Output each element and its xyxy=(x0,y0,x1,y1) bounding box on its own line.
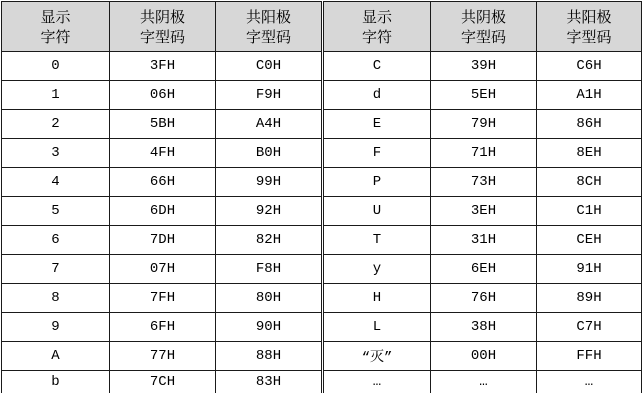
header-common-anode-line1: 共阳极 xyxy=(566,7,612,26)
anode-code-left-cell: B0H xyxy=(216,139,323,168)
header-display-char-line2: 字符 xyxy=(361,27,392,46)
display-char-left-cell: 3 xyxy=(2,139,110,168)
display-char-right-cell: “灭” xyxy=(323,342,431,371)
anode-code-right-cell: … xyxy=(537,371,642,394)
header-common-cathode-line2: 字型码 xyxy=(139,27,185,46)
header-display-char-line1: 显示 xyxy=(40,7,71,26)
display-char-left-cell: 9 xyxy=(2,313,110,342)
display-char-right-cell: … xyxy=(323,371,431,394)
cathode-code-right-cell: 39H xyxy=(431,52,537,81)
table-row xyxy=(2,52,642,81)
cathode-code-left-cell: 7CH xyxy=(110,371,216,394)
cathode-code-right-cell: 76H xyxy=(431,284,537,313)
anode-code-right-cell: C6H xyxy=(537,52,642,81)
display-char-right-cell: C xyxy=(323,52,431,81)
cathode-code-left-cell: 7DH xyxy=(110,226,216,255)
display-char-left-cell: 0 xyxy=(2,52,110,81)
header-common-anode-line1: 共阳极 xyxy=(245,7,291,26)
header-common-anode-line2: 字型码 xyxy=(566,27,612,46)
display-char-right-cell: T xyxy=(323,226,431,255)
anode-code-right-cell: CEH xyxy=(537,226,642,255)
header-common-cathode-line2: 字型码 xyxy=(460,27,506,46)
anode-code-left-cell: 99H xyxy=(216,168,323,197)
table-body xyxy=(2,52,642,394)
anode-code-right-cell: 91H xyxy=(537,255,642,284)
header-common-anode-line2: 字型码 xyxy=(245,27,291,46)
anode-code-left-cell: 82H xyxy=(216,226,323,255)
cathode-code-left-cell: 4FH xyxy=(110,139,216,168)
cathode-code-right-cell: 79H xyxy=(431,110,537,139)
anode-code-right-cell: 8CH xyxy=(537,168,642,197)
cathode-code-left-cell: 5BH xyxy=(110,110,216,139)
cathode-code-left-cell: 3FH xyxy=(110,52,216,81)
cathode-code-left-cell: 07H xyxy=(110,255,216,284)
cathode-code-right-cell: … xyxy=(431,371,537,394)
anode-code-left-cell: 92H xyxy=(216,197,323,226)
cathode-code-left-cell: 6DH xyxy=(110,197,216,226)
display-char-left-cell: 2 xyxy=(2,110,110,139)
header-display-char-right xyxy=(323,2,431,52)
table-row xyxy=(2,313,642,342)
cathode-code-left-cell: 66H xyxy=(110,168,216,197)
display-char-right-cell: F xyxy=(323,139,431,168)
display-char-right-cell: U xyxy=(323,197,431,226)
display-char-left-cell: 1 xyxy=(2,81,110,110)
display-char-right-cell: E xyxy=(323,110,431,139)
anode-code-left-cell: F8H xyxy=(216,255,323,284)
anode-code-right-cell: A1H xyxy=(537,81,642,110)
anode-code-right-cell: 89H xyxy=(537,284,642,313)
anode-code-left-cell: 83H xyxy=(216,371,323,394)
table-row xyxy=(2,284,642,313)
anode-code-left-cell: 88H xyxy=(216,342,323,371)
cathode-code-right-cell: 00H xyxy=(431,342,537,371)
header-display-char-line1: 显示 xyxy=(361,7,392,26)
table-row xyxy=(2,168,642,197)
cathode-code-left-cell: 6FH xyxy=(110,313,216,342)
display-char-right-cell: d xyxy=(323,81,431,110)
display-char-right-cell: H xyxy=(323,284,431,313)
display-char-right-cell: y xyxy=(323,255,431,284)
anode-code-right-cell: C1H xyxy=(537,197,642,226)
header-display-char-line2: 字符 xyxy=(40,27,71,46)
cathode-code-left-cell: 77H xyxy=(110,342,216,371)
table-row xyxy=(2,197,642,226)
cathode-code-right-cell: 31H xyxy=(431,226,537,255)
header-display-char-left xyxy=(2,2,110,52)
table-row xyxy=(2,371,642,394)
cathode-code-right-cell: 38H xyxy=(431,313,537,342)
table-row xyxy=(2,139,642,168)
header-common-cathode-left xyxy=(110,2,216,52)
display-char-right-cell: P xyxy=(323,168,431,197)
anode-code-left-cell: C0H xyxy=(216,52,323,81)
table-row xyxy=(2,226,642,255)
cathode-code-left-cell: 06H xyxy=(110,81,216,110)
cathode-code-left-cell: 7FH xyxy=(110,284,216,313)
cathode-code-right-cell: 3EH xyxy=(431,197,537,226)
header-row xyxy=(2,2,642,52)
cathode-code-right-cell: 5EH xyxy=(431,81,537,110)
anode-code-left-cell: 90H xyxy=(216,313,323,342)
table-row xyxy=(2,342,642,371)
display-char-left-cell: 4 xyxy=(2,168,110,197)
display-char-left-cell: 8 xyxy=(2,284,110,313)
header-common-cathode-line1: 共阴极 xyxy=(139,7,185,26)
anode-code-right-cell: FFH xyxy=(537,342,642,371)
header-common-anode-left xyxy=(216,2,323,52)
cathode-code-right-cell: 6EH xyxy=(431,255,537,284)
anode-code-right-cell: 86H xyxy=(537,110,642,139)
display-char-left-cell: b xyxy=(2,371,110,394)
table-row xyxy=(2,110,642,139)
anode-code-left-cell: 80H xyxy=(216,284,323,313)
display-char-left-cell: 7 xyxy=(2,255,110,284)
table-row xyxy=(2,255,642,284)
display-char-left-cell: 5 xyxy=(2,197,110,226)
display-char-left-cell: A xyxy=(2,342,110,371)
anode-code-right-cell: 8EH xyxy=(537,139,642,168)
header-common-anode-right xyxy=(537,2,642,52)
segment-code-table xyxy=(1,1,642,393)
header-common-cathode-right xyxy=(431,2,537,52)
anode-code-right-cell: C7H xyxy=(537,313,642,342)
header-common-cathode-line1: 共阴极 xyxy=(460,7,506,26)
cathode-code-right-cell: 73H xyxy=(431,168,537,197)
display-char-right-cell: L xyxy=(323,313,431,342)
anode-code-left-cell: A4H xyxy=(216,110,323,139)
cathode-code-right-cell: 71H xyxy=(431,139,537,168)
anode-code-left-cell: F9H xyxy=(216,81,323,110)
display-char-left-cell: 6 xyxy=(2,226,110,255)
table-row xyxy=(2,81,642,110)
